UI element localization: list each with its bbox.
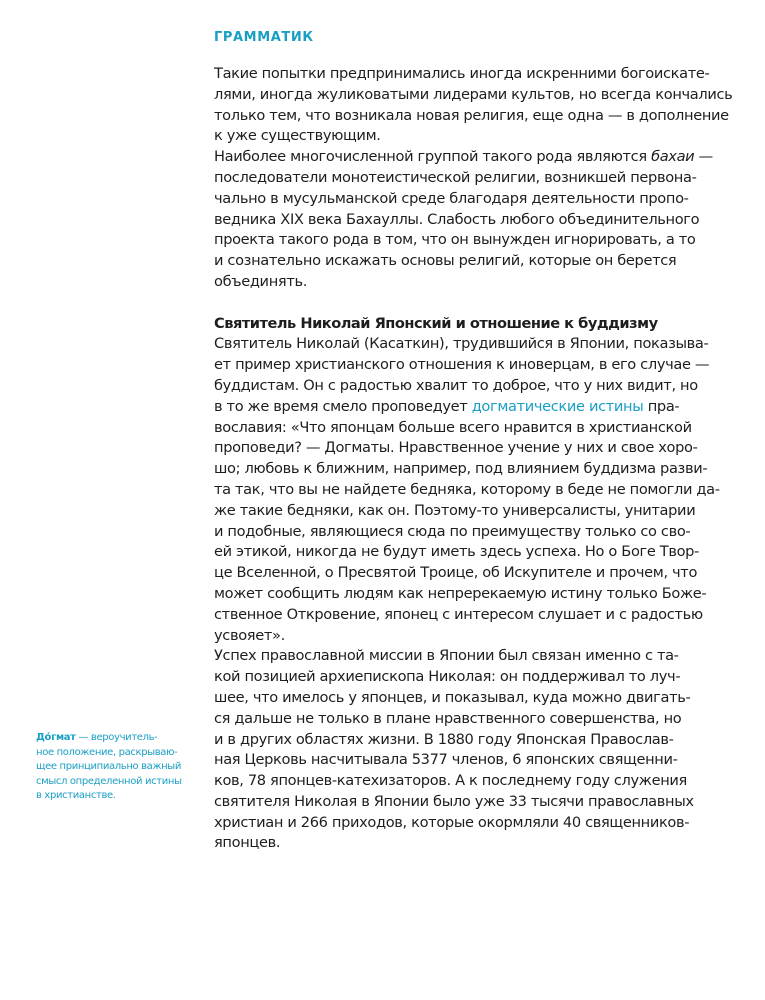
text-line: и в других областях жизни. В 1880 году Японская Православ- xyxy=(214,730,674,748)
text-line: усвояет». xyxy=(214,626,285,644)
section-header: ГРАММАТИК xyxy=(214,30,314,45)
text-fragment: Наиболее многочисленной группой такого рода являются xyxy=(214,148,652,166)
sidenote-line: щее принципиально важный xyxy=(36,761,181,772)
paragraph-bahai xyxy=(214,147,714,293)
text-line: же такие бедняки, как он. Поэтому-то универсалисты, унитарии xyxy=(214,501,696,519)
sidenote-term: До́гмат xyxy=(36,732,76,743)
text-line: последователи монотеистической религии, возникшей первона- xyxy=(214,168,697,186)
text-line: ей этикой, никогда не будут иметь здесь успеха. Но о Боге Твор- xyxy=(214,543,699,561)
sidenote-line xyxy=(36,731,186,746)
section-title: Святитель Николай Японский и отношение к буддизму xyxy=(214,314,658,332)
text-fragment: — xyxy=(694,148,713,166)
paragraph-attempts xyxy=(214,64,733,147)
text-fragment: пра- xyxy=(643,397,680,415)
paragraph-gap xyxy=(214,293,714,314)
text-line: христиан и 266 приходов, которые окормляли 40 священников- xyxy=(214,813,690,831)
text-line: шее, что имелось у японцев, и показывал, куда можно двигать- xyxy=(214,688,691,706)
text-line: объединять. xyxy=(214,272,308,290)
text-line: только тем, что возникала новая религия, еще одна — в дополнение xyxy=(214,106,729,124)
glossary-link-dogmatic-truths[interactable]: догматические истины xyxy=(471,397,644,415)
text-line: лями, иногда жуликоватыми лидерами культов, но всегда кончались xyxy=(214,85,733,103)
text-line xyxy=(214,397,714,418)
sidenote-line: смысл определенной истины xyxy=(36,775,182,787)
text-line: це Вселенной, о Пресвятой Троице, об Искупителе и прочем, что xyxy=(214,564,698,582)
text-line: вославия: «Что японцам больше всего нравится в христианской xyxy=(214,418,692,436)
text-line: ведника XIX века Бахауллы. Слабость любого объединительного xyxy=(214,210,700,228)
text-line xyxy=(214,147,714,168)
text-line: ственное Откровение, японец с интересом слушает и с радостью xyxy=(214,605,703,623)
paragraph-nikolai xyxy=(214,334,720,646)
text-line: к уже существующим. xyxy=(214,127,381,145)
paragraph-mission-success xyxy=(214,646,714,854)
text-line: Успех православной миссии в Японии был связан именно с та- xyxy=(214,647,679,665)
text-line: проповеди? — Догматы. Нравственное учение у них и свое хоро- xyxy=(214,439,698,457)
text-line: японцев. xyxy=(214,834,281,852)
text-line: проекта такого рода в том, что он вынужден игнорировать, а то xyxy=(214,231,696,249)
text-line: и сознательно искажать основы религий, которые он берется xyxy=(214,252,677,270)
text-line: кой позицией архиепископа Николая: он поддерживал то луч- xyxy=(214,668,681,686)
text-line: и подобные, являющиеся сюда по преимуществу только со сво- xyxy=(214,522,691,540)
sidenote-line: ное положение, раскрываю- xyxy=(36,746,178,758)
text-line: ная Церковь насчитывала 5377 членов, 6 японских священни- xyxy=(214,751,678,769)
sidenote-line: в христианстве. xyxy=(36,790,116,801)
term-bahai: бахаи xyxy=(651,148,695,166)
text-line: буддистам. Он с радостью хвалит то доброе, что у них видит, но xyxy=(214,376,698,394)
text-line: святителя Николая в Японии было уже 33 тысячи православных xyxy=(214,792,694,810)
text-line: может сообщить людям как непререкаемую истину только Боже- xyxy=(214,584,707,602)
text-line: та так, что вы не найдете бедняка, которому в беде не помогли да- xyxy=(214,480,720,498)
sidenote-fragment: — вероучитель- xyxy=(75,732,158,743)
text-line: Такие попытки предпринимались иногда искренними богоискате- xyxy=(214,65,710,82)
text-fragment: в то же время смело проповедует xyxy=(214,397,472,415)
text-line: ет пример христианского отношения к иноверцам, в его случае — xyxy=(214,356,710,374)
glossary-sidenote xyxy=(36,731,186,804)
text-line: шо; любовь к ближним, например, под влиянием буддизма разви- xyxy=(214,460,708,478)
text-line: ков, 78 японцев-катехизаторов. А к последнему году служения xyxy=(214,772,687,790)
text-line: ся дальше не только в плане нравственного совершенства, но xyxy=(214,709,682,727)
main-text xyxy=(214,64,733,854)
text-line: Святитель Николай (Касаткин), трудившийся в Японии, показыва- xyxy=(214,335,709,353)
text-line: чально в мусульманской среде благодаря деятельности пропо- xyxy=(214,189,689,207)
